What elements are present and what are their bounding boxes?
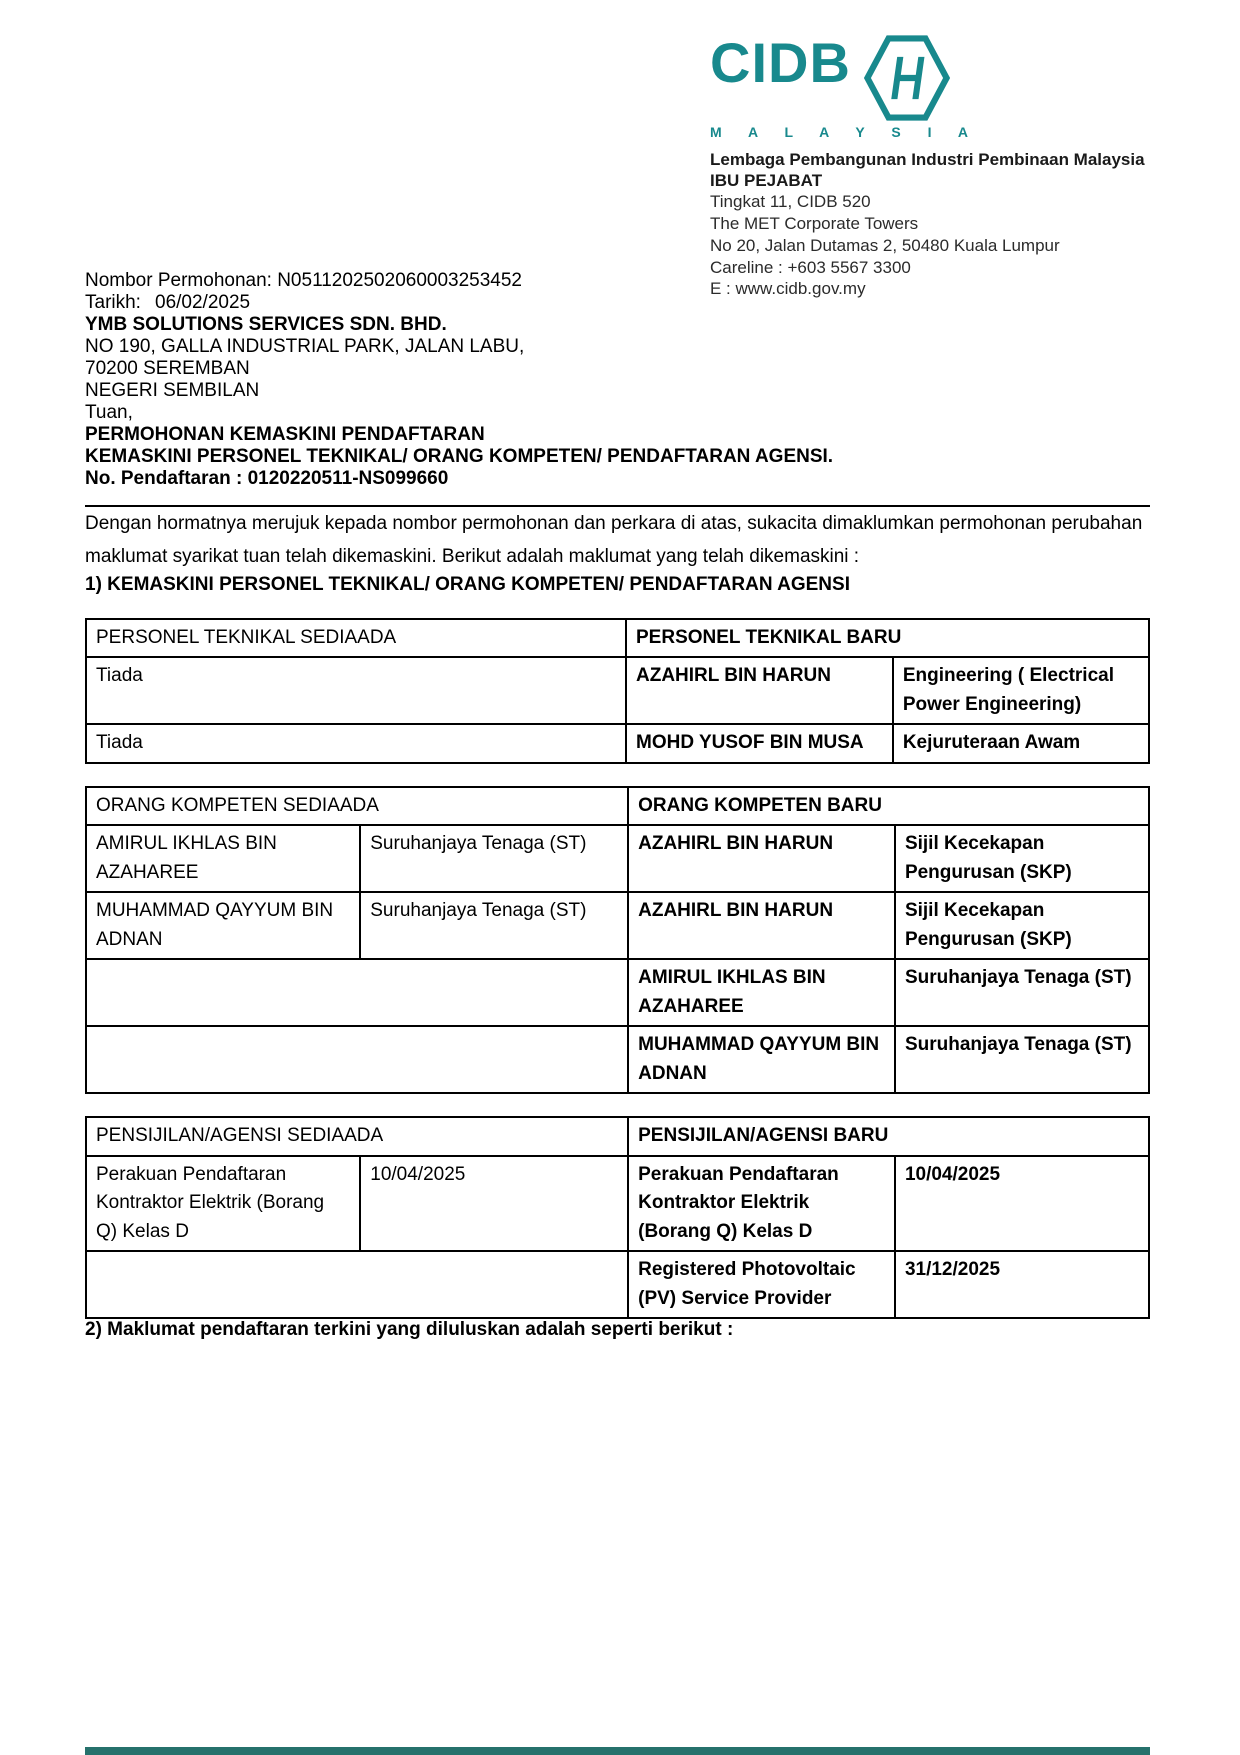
header-kompeten-sediaada: ORANG KOMPETEN SEDIAADA xyxy=(86,787,628,826)
new-personel-name-cell: MOHD YUSOF BIN MUSA xyxy=(626,724,893,763)
registration-number-line: No. Pendaftaran : 0120220511-NS099660 xyxy=(85,468,449,489)
application-number-line: Nombor Permohonan: N0511202502060003253452 xyxy=(85,270,522,291)
table-row xyxy=(86,1026,1149,1093)
header-personel-sediaada: PERSONEL TEKNIKAL SEDIAADA xyxy=(86,619,626,658)
recipient-address-line: NEGERI SEMBILAN xyxy=(85,380,260,401)
new-kompeten-cert-cell: Suruhanjaya Tenaga (ST) xyxy=(895,1026,1149,1093)
body-paragraph: Dengan hormatnya merujuk kepada nombor permohonan dan perkara di atas, sukacita dimaklumkan permohonan perubahan maklumat syarikat tuan telah dikemaskini. Berikut adalah maklumat yang telah dikemaskini : xyxy=(85,513,1143,568)
old-agensi-date-cell: 10/04/2025 xyxy=(360,1156,628,1252)
table-row xyxy=(86,959,1149,1026)
letterhead-website: E : www.cidb.gov.my xyxy=(710,279,866,299)
date-value: 06/02/2025 xyxy=(155,292,251,313)
old-kompeten-name-cell: MUHAMMAD QAYYUM BIN ADNAN xyxy=(86,892,360,959)
cidb-malaysia-label: M A L A Y S I A xyxy=(710,124,980,140)
personel-teknikal-table xyxy=(85,618,1150,764)
old-agensi-name-cell: Perakuan Pendaftaran Kontraktor Elektrik (Borang Q) Kelas D xyxy=(86,1156,360,1252)
header-agensi-baru: PENSIJILAN/AGENSI BARU xyxy=(628,1117,1149,1156)
table-row xyxy=(86,825,1149,892)
table-row xyxy=(86,724,1149,763)
cidb-logo-text: CIDB xyxy=(710,31,851,94)
letter-content xyxy=(85,0,1150,1341)
header-personel-baru: PERSONEL TEKNIKAL BARU xyxy=(626,619,1149,658)
date-label: Tarikh: xyxy=(85,292,141,313)
old-personel-cell: Tiada xyxy=(86,657,626,724)
letterhead-address-line: Tingkat 11, CIDB 520 xyxy=(710,192,871,212)
header-agensi-sediaada: PENSIJILAN/AGENSI SEDIAADA xyxy=(86,1117,628,1156)
new-agensi-name-cell: Perakuan Pendaftaran Kontraktor Elektrik (Borang Q) Kelas D xyxy=(628,1156,895,1252)
new-kompeten-name-cell: AZAHIRL BIN HARUN xyxy=(628,825,895,892)
table-header-row xyxy=(86,1117,1149,1156)
new-agensi-date-cell: 31/12/2025 xyxy=(895,1251,1149,1318)
new-kompeten-cert-cell: Sijil Kecekapan Pengurusan (SKP) xyxy=(895,892,1149,959)
letterhead-address-line: No 20, Jalan Dutamas 2, 50480 Kuala Lumpur xyxy=(710,235,1060,255)
table-header-row xyxy=(86,619,1149,658)
recipient-address-line: NO 190, GALLA INDUSTRIAL PARK, JALAN LABU, xyxy=(85,336,525,357)
subject-line-1: PERMOHONAN KEMASKINI PENDAFTARAN xyxy=(85,424,485,445)
header-kompeten-baru: ORANG KOMPETEN BARU xyxy=(628,787,1149,826)
new-kompeten-name-cell: AMIRUL IKHLAS BIN AZAHAREE xyxy=(628,959,895,1026)
letterhead-address-line: The MET Corporate Towers xyxy=(710,214,919,234)
org-name: Lembaga Pembangunan Industri Pembinaan Malaysia xyxy=(710,150,1145,169)
new-kompeten-cert-cell: Suruhanjaya Tenaga (ST) xyxy=(895,959,1149,1026)
table-row xyxy=(86,1156,1149,1252)
subject-line-2: KEMASKINI PERSONEL TEKNIKAL/ ORANG KOMPETEN/ PENDAFTARAN AGENSI. xyxy=(85,446,834,467)
new-kompeten-name-cell: MUHAMMAD QAYYUM BIN ADNAN xyxy=(628,1026,895,1093)
old-kompeten-cert-cell: Suruhanjaya Tenaga (ST) xyxy=(360,825,628,892)
recipient-address-line: 70200 SEREMBAN xyxy=(85,358,250,379)
old-kompeten-cert-cell: Suruhanjaya Tenaga (ST) xyxy=(360,892,628,959)
table-header-row xyxy=(86,787,1149,826)
empty-old-cell xyxy=(86,959,628,1026)
new-personel-field-cell: Kejuruteraan Awam xyxy=(893,724,1149,763)
new-agensi-date-cell: 10/04/2025 xyxy=(895,1156,1149,1252)
table-row xyxy=(86,892,1149,959)
new-agensi-name-cell: Registered Photovoltaic (PV) Service Provider xyxy=(628,1251,895,1318)
new-personel-field-cell: Engineering ( Electrical Power Engineering) xyxy=(893,657,1149,724)
table-row xyxy=(86,1251,1149,1318)
recipient-company: YMB SOLUTIONS SERVICES SDN. BHD. xyxy=(85,314,447,335)
section2-heading: 2) Maklumat pendaftaran terkini yang diluluskan adalah seperti berikut : xyxy=(85,1319,734,1340)
section1-heading: 1) KEMASKINI PERSONEL TEKNIKAL/ ORANG KOMPETEN/ PENDAFTARAN AGENSI xyxy=(85,573,850,595)
next-table-header-bar xyxy=(85,1747,1150,1755)
org-branch: IBU PEJABAT xyxy=(710,170,823,190)
orang-kompeten-table xyxy=(85,786,1150,1095)
empty-old-cell xyxy=(86,1251,628,1318)
empty-old-cell xyxy=(86,1026,628,1093)
table-row xyxy=(86,657,1149,724)
new-personel-name-cell: AZAHIRL BIN HARUN xyxy=(626,657,893,724)
date-line xyxy=(85,292,1150,314)
salutation: Tuan, xyxy=(85,402,133,423)
old-personel-cell: Tiada xyxy=(86,724,626,763)
new-kompeten-name-cell: AZAHIRL BIN HARUN xyxy=(628,892,895,959)
letterhead-careline: Careline : +603 5567 3300 xyxy=(710,257,911,277)
new-kompeten-cert-cell: Sijil Kecekapan Pengurusan (SKP) xyxy=(895,825,1149,892)
pensijilan-agensi-table xyxy=(85,1116,1150,1319)
old-kompeten-name-cell: AMIRUL IKHLAS BIN AZAHAREE xyxy=(86,825,360,892)
